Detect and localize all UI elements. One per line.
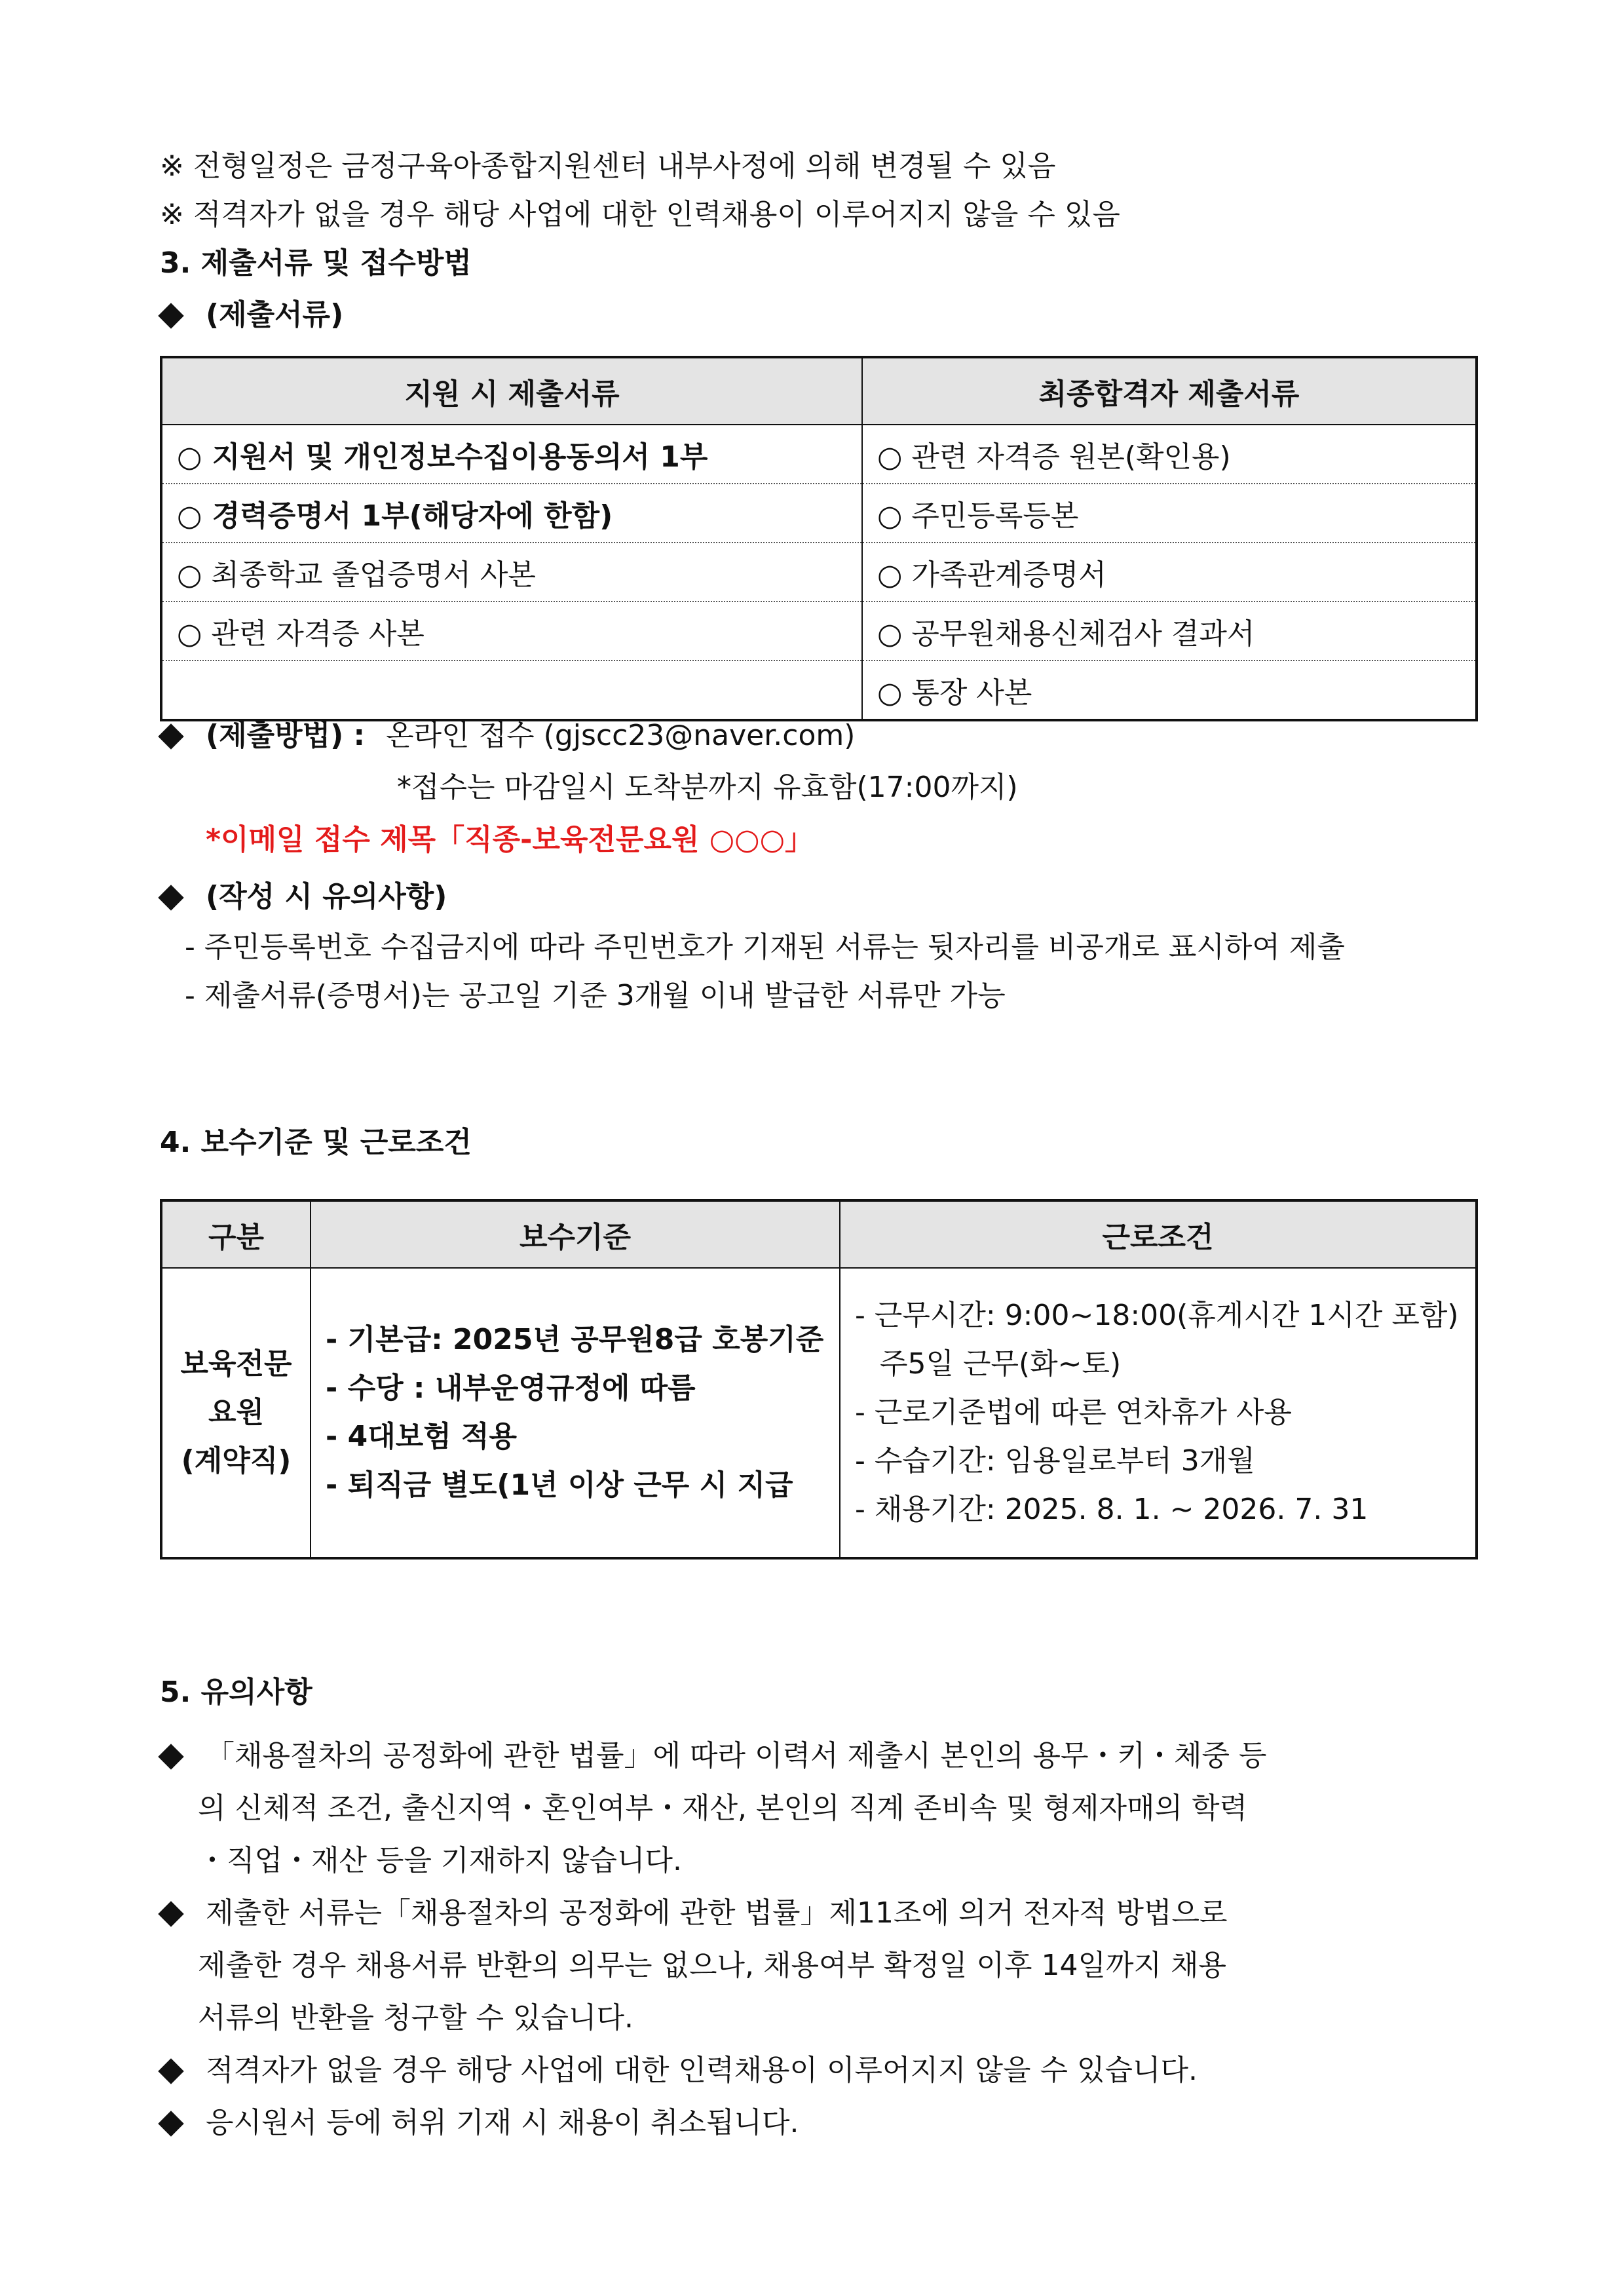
section4-title: 4. 보수기준 및 근로조건 <box>160 1126 472 1159</box>
submission-documents-table <box>160 356 1478 721</box>
method-value: 온라인 접수 (gjscc23@naver.com) <box>386 719 856 752</box>
method-line <box>160 719 855 754</box>
category-cell: 보육전문 요원 (계약직) <box>180 1347 292 1478</box>
section3-title: 3. 제출서류 및 접수방법 <box>160 246 472 280</box>
note-no-candidate: ※ 적격자가 없을 경우 해당 사업에 대한 인력채용이 이루어지지 않을 수 있음 <box>160 198 1120 231</box>
header-application-docs: 지원 시 제출서류 <box>161 357 862 425</box>
table-header-row <box>161 1200 1477 1268</box>
conditions-cell <box>840 1268 1477 1558</box>
diamond-bullet-icon <box>158 1744 183 1769</box>
note-schedule: ※ 전형일정은 금정구육아종합지원센터 내부사정에 의해 변경될 수 있음 <box>160 149 1056 183</box>
method-note: *접수는 마감일시 도착분까지 유효함(17:00까지) <box>397 771 1018 804</box>
caution-heading: (작성 시 유의사항) <box>160 880 447 915</box>
table-row <box>161 660 1477 720</box>
header-final-docs: 최종합격자 제출서류 <box>862 357 1477 425</box>
final-doc-cell: ○ 가족관계증명서 <box>862 543 1477 602</box>
email-subject-note: *이메일 접수 제목「직종-보육전문요원 ○○○」 <box>206 823 814 856</box>
docs-heading: (제출서류) <box>160 298 343 333</box>
notice-item: 적격자가 없을 경우 해당 사업에 대한 인력채용이 이루어지지 않을 수 있습니다. <box>160 2044 1198 2097</box>
table-header-row <box>161 357 1477 425</box>
application-doc-cell <box>161 660 862 720</box>
header-pay: 보수기준 <box>311 1200 840 1268</box>
pay-cell <box>311 1268 840 1558</box>
application-doc-cell: ○ 관련 자격증 사본 <box>161 602 862 660</box>
notice-item: 제출한 서류는「채용절차의 공정화에 관한 법률」제11조에 의거 전자적 방법으로 제출한 경우 채용서류 반환의 의무는 없으나, 채용여부 확정일 이후 14일까지 채용 서류의 반환을 청구할 수 있습니다. <box>160 1887 1228 2044</box>
final-doc-cell: ○ 주민등록등본 <box>862 484 1477 543</box>
diamond-bullet-icon <box>158 2058 183 2084</box>
table-row <box>161 484 1477 543</box>
caution-item: - 제출서류(증명서)는 공고일 기준 3개월 이내 발급한 서류만 가능 <box>185 979 1006 1012</box>
condition-item: 주5일 근무(화~토) <box>880 1347 1122 1381</box>
table-row <box>161 543 1477 602</box>
diamond-bullet-icon <box>158 885 183 910</box>
final-doc-cell: ○ 관련 자격증 원본(확인용) <box>862 425 1477 484</box>
diamond-bullet-icon <box>158 2111 183 2136</box>
condition-item: - 수습기간: 임용일로부터 3개월 <box>855 1444 1255 1478</box>
application-doc-cell: ○ 최종학교 졸업증명서 사본 <box>161 543 862 602</box>
table-row <box>161 425 1477 484</box>
application-doc-cell: ○ 경력증명서 1부(해당자에 한함) <box>161 484 862 543</box>
section5-title: 5. 유의사항 <box>160 1675 312 1709</box>
condition-item: - 근로기준법에 따른 연차휴가 사용 <box>855 1396 1292 1429</box>
table-row <box>161 1268 1477 1558</box>
pay-item: - 수당 : 내부운영규정에 따름 <box>326 1371 696 1405</box>
notice-item: 응시원서 등에 허위 기재 시 채용이 취소됩니다. <box>160 2097 799 2149</box>
notice-item: 「채용절차의 공정화에 관한 법률」에 따라 이력서 제출시 본인의 용무・키・체중 등 의 신체적 조건, 출신지역・혼인여부・재산, 본인의 직계 존비속 및 형제자매의 학력 ・직업・재산 등을 기재하지 않습니다. <box>160 1730 1267 1887</box>
pay-conditions-table <box>160 1199 1478 1559</box>
header-conditions: 근로조건 <box>840 1200 1477 1268</box>
method-heading: (제출방법) : <box>206 719 366 752</box>
condition-item: - 채용기간: 2025. 8. 1. ~ 2026. 7. 31 <box>855 1493 1369 1526</box>
table-row <box>161 602 1477 660</box>
pay-item: - 퇴직금 별도(1년 이상 근무 시 지급 <box>326 1468 793 1502</box>
application-doc-cell: ○ 지원서 및 개인정보수집이용동의서 1부 <box>161 425 862 484</box>
diamond-bullet-icon <box>158 723 183 749</box>
final-doc-cell: ○ 공무원채용신체검사 결과서 <box>862 602 1477 660</box>
caution-item: - 주민등록번호 수집금지에 따라 주민번호가 기재된 서류는 뒷자리를 비공개로 표시하여 제출 <box>185 930 1345 964</box>
diamond-bullet-icon <box>158 303 183 328</box>
final-doc-cell: ○ 통장 사본 <box>862 660 1477 720</box>
header-category: 구분 <box>161 1200 311 1268</box>
condition-item: - 근무시간: 9:00~18:00(휴게시간 1시간 포함) <box>855 1299 1459 1332</box>
pay-item: - 4대보험 적용 <box>326 1420 518 1453</box>
pay-item: - 기본급: 2025년 공무원8급 호봉기준 <box>326 1323 824 1356</box>
diamond-bullet-icon <box>158 1901 183 1926</box>
